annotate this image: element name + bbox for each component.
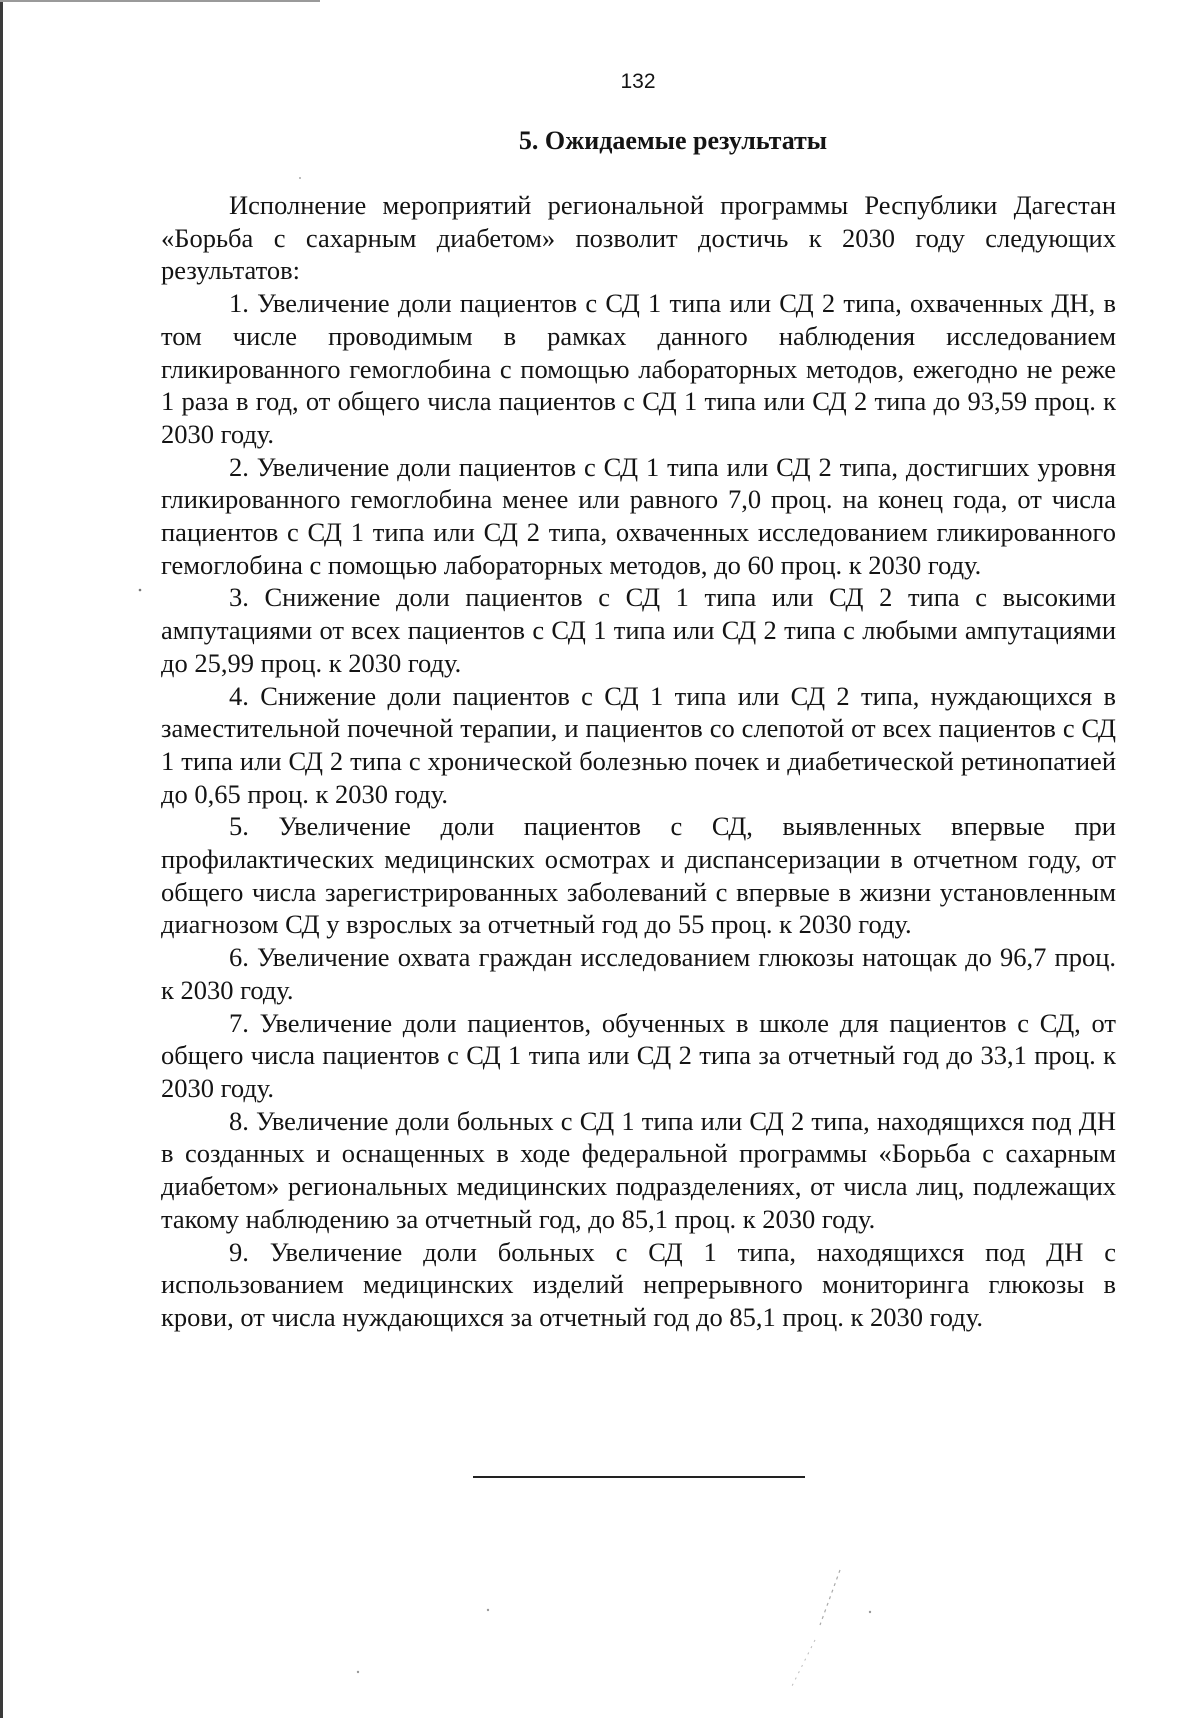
- result-item-3: 3. Снижение доли пациентов с СД 1 типа или СД 2 типа с высокими ампутациями от всех пациентов с СД 1 типа или СД 2 типа с любыми ампутациями до 25,99 проц. к 2030 году.: [161, 582, 1116, 678]
- result-item-5: 5. Увеличение доли пациентов с СД, выявленных впервые при профилактических медицинских осмотрах и диспансеризации в отчетном году, от общего числа зарегистрированных заболеваний с впервые в жизни установленным диагнозом СД у взрослых за отчетный год до 55 проц. к 2030 году.: [161, 811, 1116, 940]
- result-item-1: 1. Увеличение доли пациентов с СД 1 типа или СД 2 типа, охваченных ДН, в том числе проводимым в рамках данного наблюдения исследованием гликированного гемоглобина с помощью лабораторных методов, ежегодно не реже 1 раза в год, от общего числа пациентов с СД 1 типа или СД 2 типа до 93,59 проц. к 2030 году.: [161, 288, 1116, 449]
- page-number: 132: [620, 70, 656, 93]
- result-item-2: 2. Увеличение доли пациентов с СД 1 типа или СД 2 типа, достигших уровня гликированного гемоглобина менее или равного 7,0 проц. на конец года, от числа пациентов с СД 1 типа или СД 2 типа, охваченных исследованием гликированного гемоглобина с помощью лабораторных методов, до 60 проц. к 2030 году.: [161, 451, 1116, 580]
- result-item-9: 9. Увеличение доли больных с СД 1 типа, находящихся под ДН с использованием медицинских изделий непрерывного мониторинга глюкозы в крови, от числа нуждающихся за отчетный год до 85,1 проц. к 2030 году.: [161, 1236, 1116, 1332]
- intro-paragraph: Исполнение мероприятий региональной программы Республики Дагестан «Борьба с сахарным диабетом» позволит достичь к 2030 году следующих результатов:: [161, 190, 1116, 286]
- result-item-8: 8. Увеличение доли больных с СД 1 типа или СД 2 типа, находящихся под ДН в созданных и оснащенных в ходе федеральной программы «Борьба с сахарным диабетом» региональных медицинских подразделениях, от числа лиц, подлежащих такому наблюдению за отчетный год, до 85,1 проц. к 2030 году.: [161, 1105, 1116, 1234]
- result-item-7: 7. Увеличение доли пациентов, обученных в школе для пациентов с СД, от общего числа пациентов с СД 1 типа или СД 2 типа за отчетный год до 33,1 проц. к 2030 году.: [161, 1007, 1116, 1103]
- result-item-4: 4. Снижение доли пациентов с СД 1 типа или СД 2 типа, нуждающихся в заместительной почечной терапии, и пациентов со слепотой от всех пациентов с СД 1 типа или СД 2 типа с хронической болезнью почек и диабетической ретинопатией до 0,65 проц. к 2030 году.: [161, 680, 1116, 809]
- section-title: 5. Ожидаемые результаты: [518, 126, 828, 155]
- result-item-6: 6. Увеличение охвата граждан исследованием глюкозы натощак до 96,7 проц. к 2030 году.: [161, 942, 1116, 1005]
